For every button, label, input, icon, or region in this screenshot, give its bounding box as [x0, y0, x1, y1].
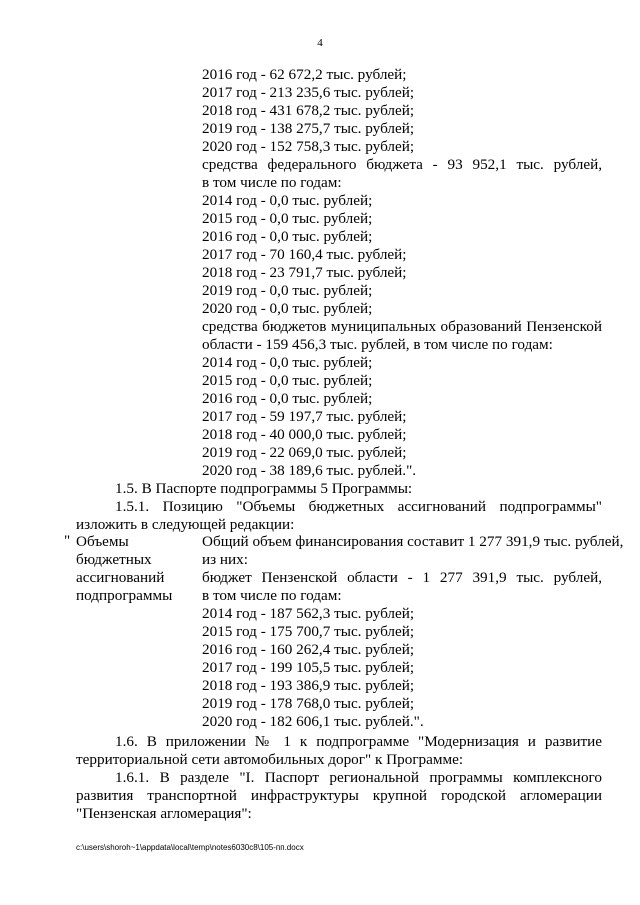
funding-line: 2018 год - 431 678,2 тыс. рублей; [202, 102, 415, 119]
funding-line: 2019 год - 178 768,0 тыс. рублей; [202, 695, 415, 712]
regional-budget-line: бюджет Пензенской области - 1 277 391,9 тыс. рублей, [202, 569, 602, 586]
table-label: бюджетных [76, 551, 152, 568]
footer-file-path: c:\users\shoroh~1\appdata\local\temp\notes6030c8\105-пп.docx [76, 843, 304, 852]
table-label: Объемы [76, 533, 129, 550]
funding-line: 2016 год - 62 672,2 тыс. рублей; [202, 66, 407, 83]
funding-line: 2017 год - 59 197,7 тыс. рублей; [202, 408, 407, 425]
funding-line: 2018 год - 23 791,7 тыс. рублей; [202, 264, 407, 281]
regional-budget-subline: в том числе по годам: [202, 587, 342, 604]
funding-line: 2015 год - 0,0 тыс. рублей; [202, 210, 373, 227]
federal-budget-subline: в том числе по годам: [202, 174, 342, 191]
funding-line: 2019 год - 0,0 тыс. рублей; [202, 282, 373, 299]
paragraph-line: изложить в следующей редакции: [76, 516, 295, 533]
paragraph-line: 1.6.1. В разделе "I. Паспорт региональной программы комплексного [115, 769, 602, 786]
funding-line: 2018 год - 40 000,0 тыс. рублей; [202, 426, 407, 443]
funding-line: 2016 год - 160 262,4 тыс. рублей; [202, 641, 415, 658]
table-label: ассигнований [76, 569, 165, 586]
opening-quote: " [64, 532, 71, 549]
funding-line: 2016 год - 0,0 тыс. рублей; [202, 228, 373, 245]
funding-line: 2020 год - 38 189,6 тыс. рублей.". [202, 462, 417, 479]
funding-line: 2017 год - 199 105,5 тыс. рублей; [202, 659, 415, 676]
funding-line: 2018 год - 193 386,9 тыс. рублей; [202, 677, 415, 694]
municipal-budget-line: средства бюджетов муниципальных образований Пензенской [202, 318, 602, 335]
paragraph-line: развития транспортной инфраструктуры крупной городской агломерации [76, 787, 602, 804]
funding-line: 2015 год - 175 700,7 тыс. рублей; [202, 623, 415, 640]
funding-line: 2017 год - 70 160,4 тыс. рублей; [202, 246, 407, 263]
paragraph-line: 1.5.1. Позицию "Объемы бюджетных ассигнований подпрограммы" [115, 498, 602, 515]
paragraph-line: "Пензенская агломерация": [76, 805, 252, 822]
funding-line: 2020 год - 0,0 тыс. рублей; [202, 300, 373, 317]
funding-line: 2017 год - 213 235,6 тыс. рублей; [202, 84, 415, 101]
table-label: подпрограммы [76, 587, 173, 604]
funding-line: 2016 год - 0,0 тыс. рублей; [202, 390, 373, 407]
funding-line: 2020 год - 152 758,3 тыс. рублей; [202, 138, 415, 155]
section-heading: 1.5. В Паспорте подпрограммы 5 Программы: [115, 480, 413, 497]
municipal-budget-subline: области - 159 456,3 тыс. рублей, в том числе по годам: [202, 336, 553, 353]
funding-line: 2019 год - 22 069,0 тыс. рублей; [202, 444, 407, 461]
funding-line: 2015 год - 0,0 тыс. рублей; [202, 372, 373, 389]
paragraph-line: территориальной сети автомобильных дорог" к Программе: [76, 751, 464, 768]
page-number: 4 [317, 37, 323, 49]
funding-line: 2014 год - 187 562,3 тыс. рублей; [202, 605, 415, 622]
funding-line: 2019 год - 138 275,7 тыс. рублей; [202, 120, 415, 137]
funding-line: 2014 год - 0,0 тыс. рублей; [202, 354, 373, 371]
total-funding-subline: из них: [202, 551, 248, 568]
funding-line: 2020 год - 182 606,1 тыс. рублей.". [202, 713, 424, 730]
paragraph-line: 1.6. В приложении № 1 к подпрограмме "Модернизация и развитие [115, 733, 602, 750]
total-funding-line: Общий объем финансирования составит 1 277 391,9 тыс. рублей, [202, 533, 624, 550]
funding-line: 2014 год - 0,0 тыс. рублей; [202, 192, 373, 209]
federal-budget-line: средства федерального бюджета - 93 952,1 тыс. рублей, [202, 156, 602, 173]
